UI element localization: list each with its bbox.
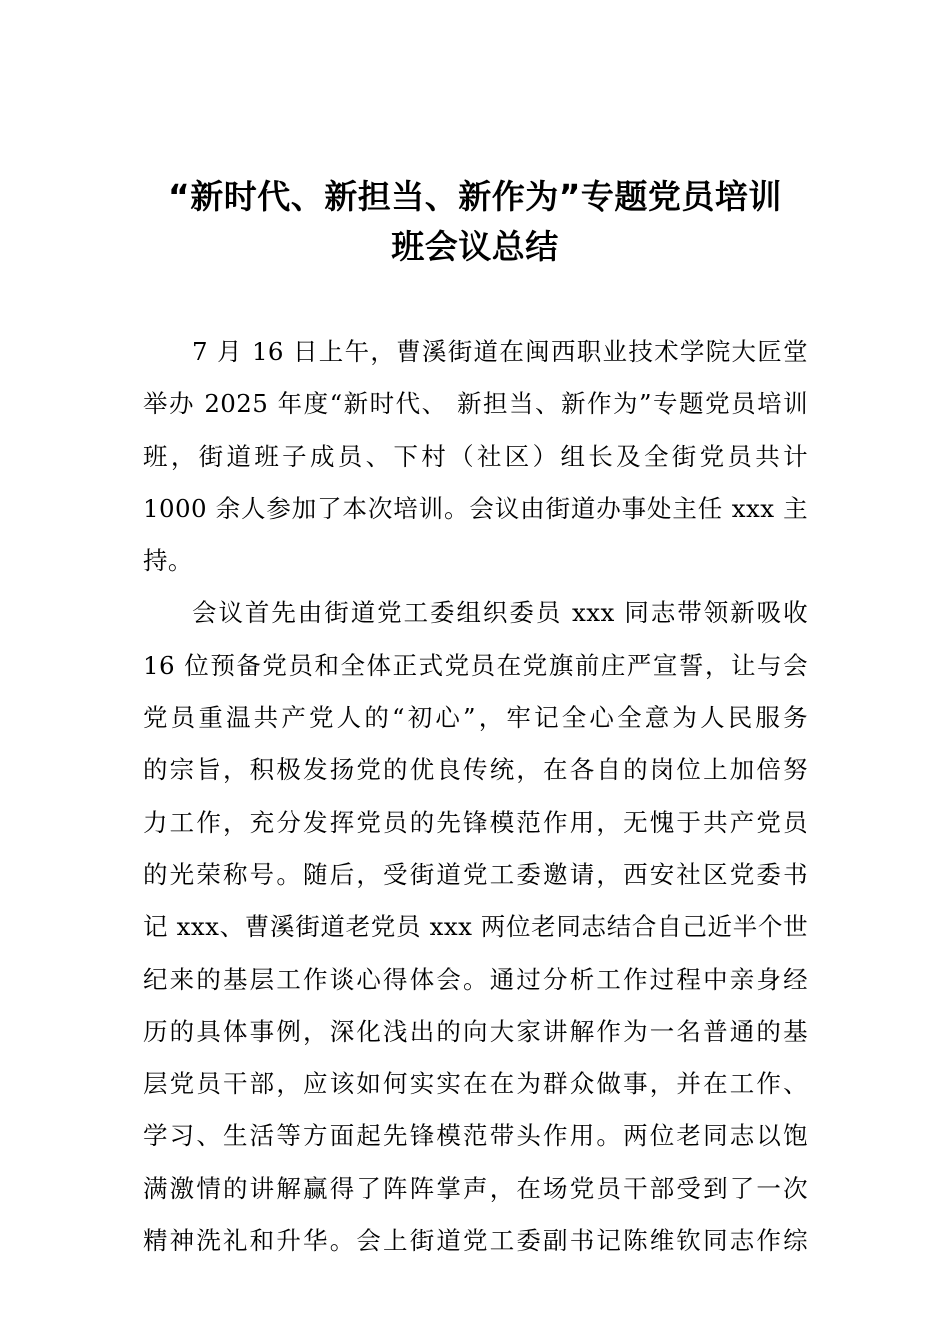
document-body [143, 326, 808, 1267]
paragraph-line: 记 xxx、曹溪街道老党员 xxx 两位老同志结合自己近半个世 [143, 912, 808, 942]
paragraph-line: 纪来的基层工作谈心得体会。通过分析工作过程中亲身经 [143, 964, 808, 994]
paragraph-line: 党员重温共产党人的“初心”，牢记全心全意为人民服务 [143, 703, 808, 733]
paragraph-line: 层党员干部，应该如何实实在在为群众做事，并在工作、 [143, 1069, 808, 1099]
title-line: “新时代、新担当、新作为”专题党员培训 [168, 177, 782, 216]
paragraph-1 [143, 326, 808, 587]
paragraph-line: 班，街道班子成员、下村（社区）组长及全街党员共计 [143, 441, 808, 471]
paragraph-line: 精神洗礼和升华。会上街道党工委副书记陈维钦同志作综 [143, 1226, 808, 1256]
paragraph-line: 1000 余人参加了本次培训。会议由街道办事处主任 xxx 主 [143, 493, 808, 523]
paragraph-line: 会议首先由街道党工委组织委员 xxx 同志带领新吸收 [192, 598, 808, 628]
title-line: 班会议总结 [391, 227, 559, 266]
paragraph-line: 力工作，充分发挥党员的先锋模范作用，无愧于共产党员 [143, 807, 808, 837]
paragraph-line: 学习、生活等方面起先锋模范带头作用。两位老同志以饱 [143, 1121, 808, 1151]
paragraph-line: 举办 2025 年度“新时代、 新担当、新作为”专题党员培训 [143, 389, 808, 419]
paragraph-line: 满激情的讲解赢得了阵阵掌声，在场党员干部受到了一次 [143, 1173, 808, 1203]
paragraph-2 [143, 587, 808, 1267]
paragraph-line: 历的具体事例，深化浅出的向大家讲解作为一名普通的基 [143, 1016, 808, 1046]
paragraph-line: 的光荣称号。随后，受街道党工委邀请，西安社区党委书 [143, 859, 808, 889]
document-title [140, 172, 810, 272]
paragraph-line: 的宗旨，积极发扬党的优良传统，在各自的岗位上加倍努 [143, 755, 808, 785]
paragraph-line: 16 位预备党员和全体正式党员在党旗前庄严宣誓，让与会 [143, 650, 808, 680]
paragraph-line: 7 月 16 日上午，曹溪街道在闽西职业技术学院大匠堂 [192, 337, 808, 366]
paragraph-line: 持。 [143, 546, 193, 576]
